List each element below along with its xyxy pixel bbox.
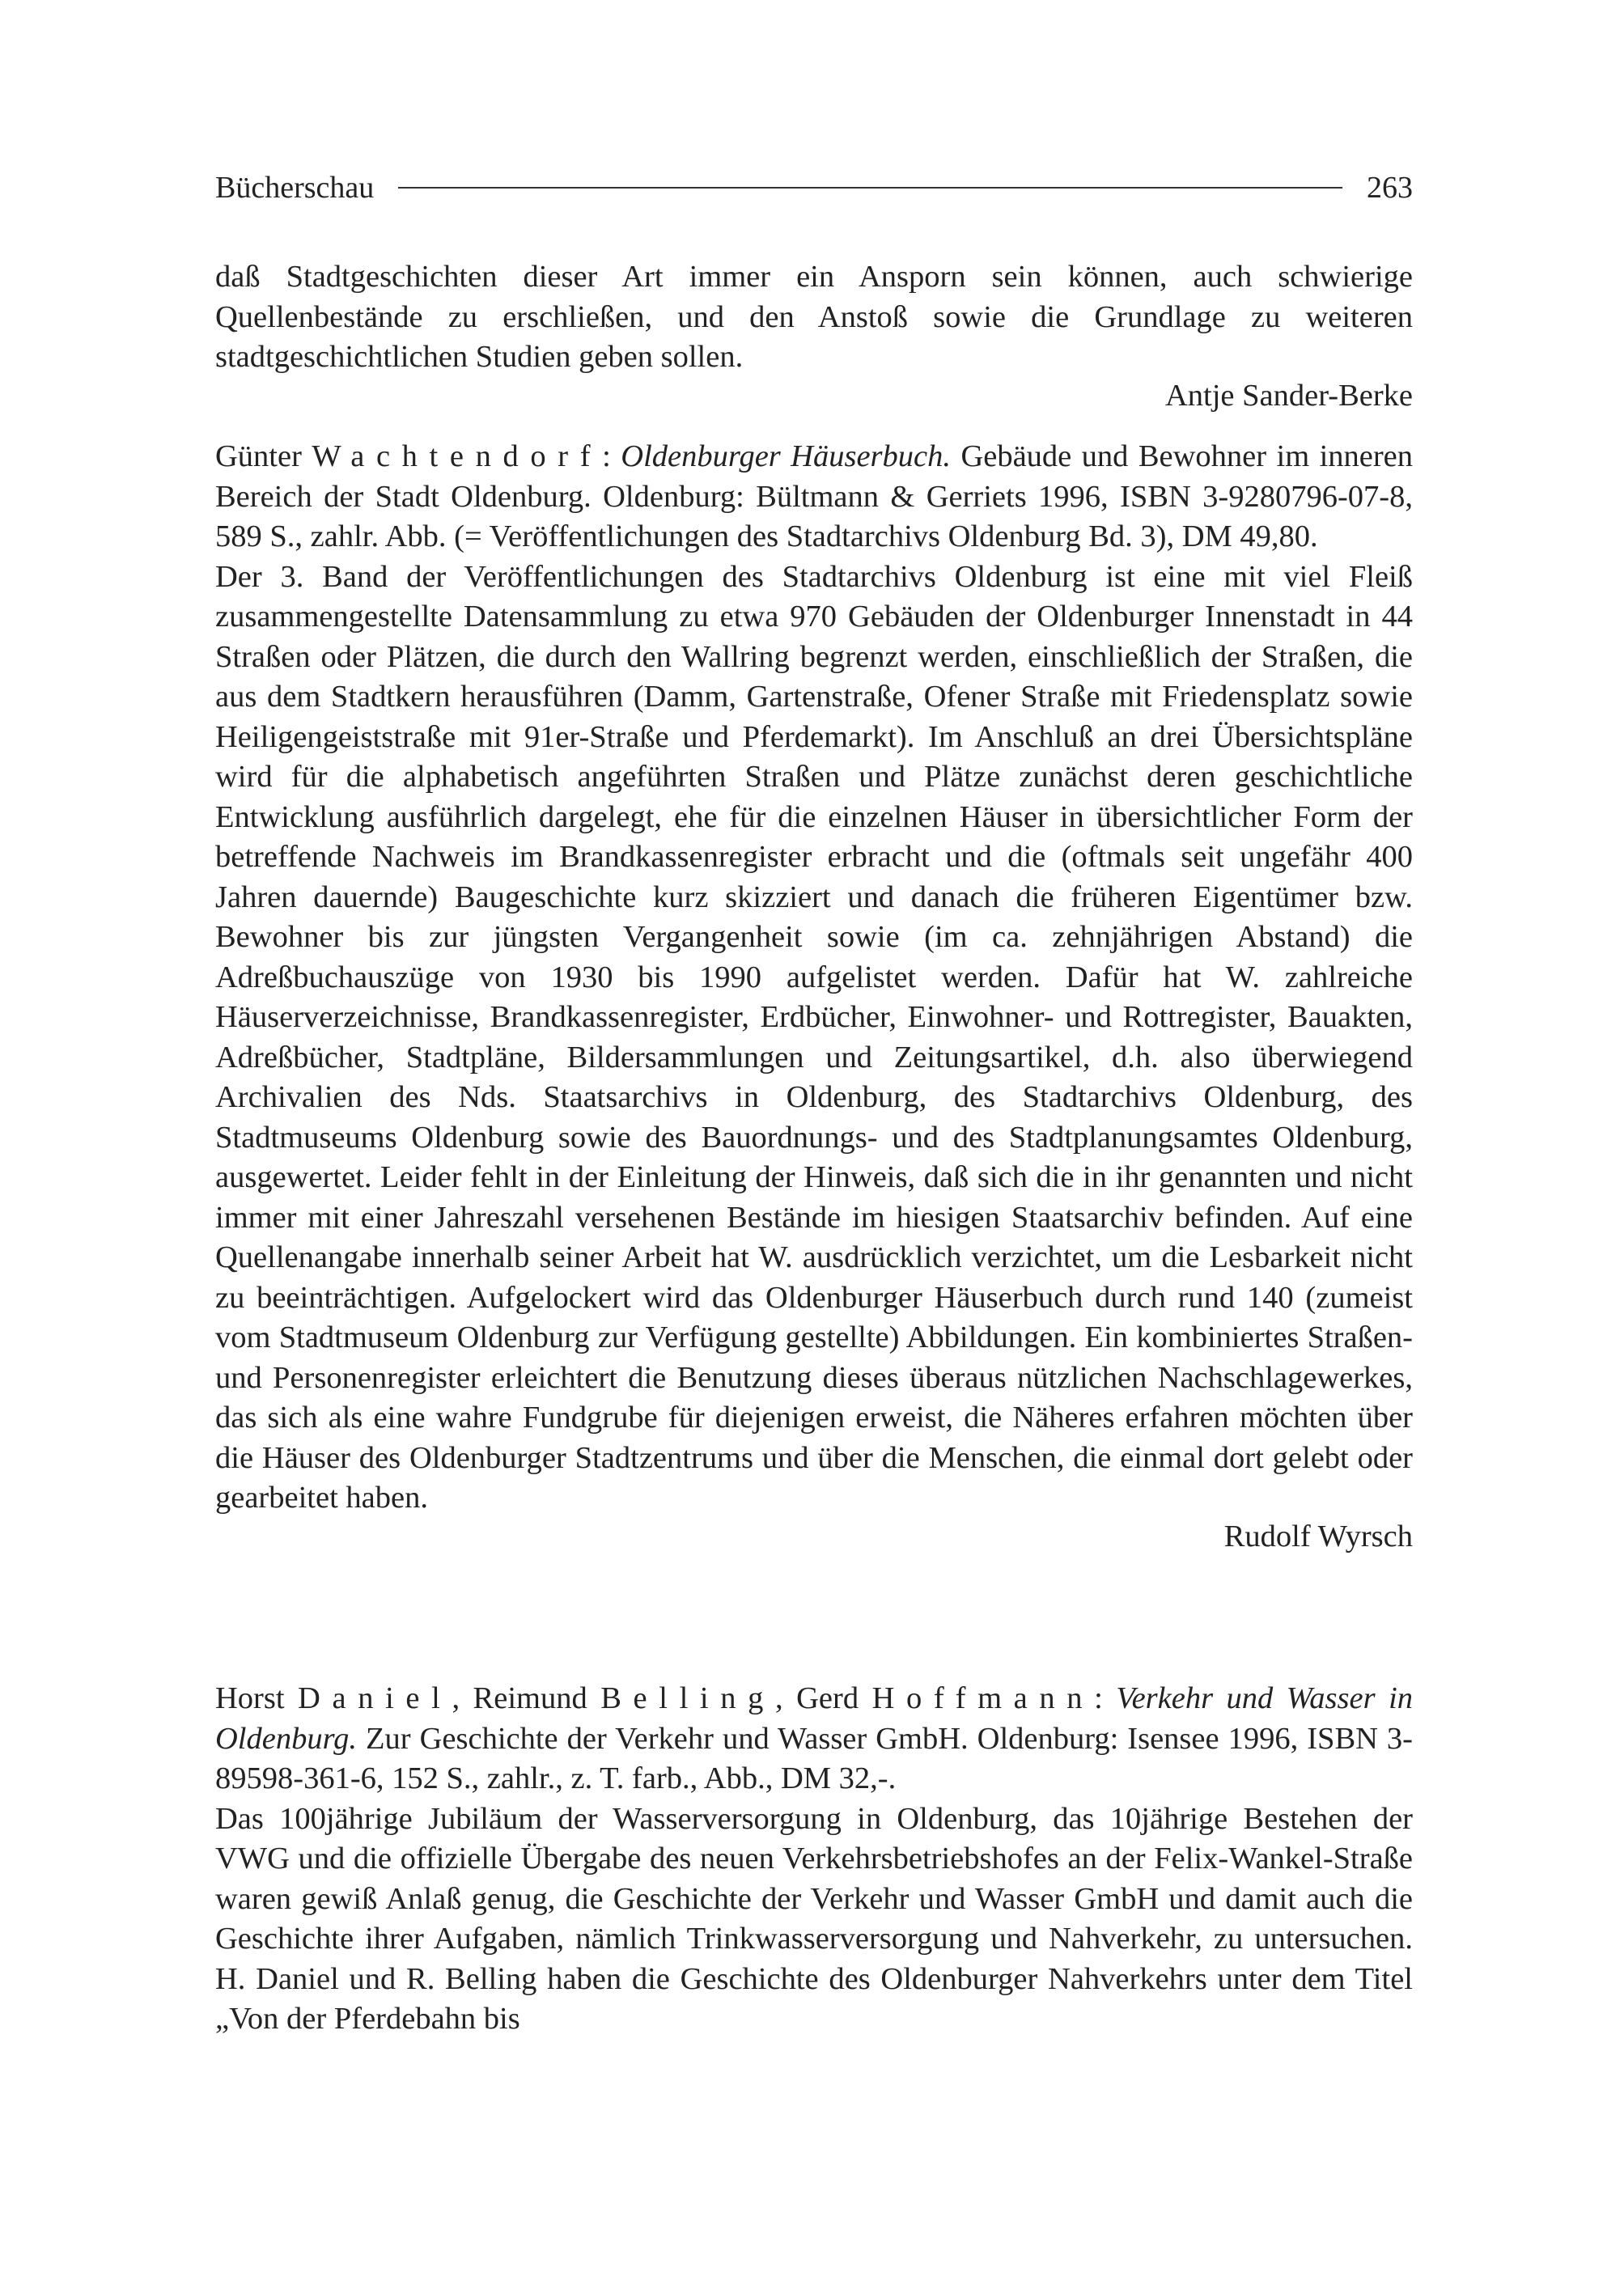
author2-first-name: , Reimund — [452, 1681, 587, 1715]
review-continued-text: daß Stadtgeschichten dieser Art immer ein Ansporn sein können, auch schwierige Quellenbestände zu erschließen, und den Anstoß sowie die Grundlage zu weiteren stadtgeschichtlichen Studien geben sollen. — [215, 260, 1413, 374]
citation-details: Gebäude und Bewohner im inneren Bereich der Stadt Oldenburg. Oldenburg: Bültmann & Gerriets 1996, ISBN 3-9280796-07-8, 589 S., zahlr. Abb. (= Veröffentlichungen des Stadtarchivs Oldenburg Bd. 3), DM 49,80. — [215, 439, 1414, 553]
bibliographic-entry — [215, 1679, 1413, 1799]
page-number: 263 — [1367, 171, 1413, 205]
author2-last-name: Belling — [600, 1681, 775, 1715]
reviewer-signature: Antje Sander-Berke — [1164, 378, 1413, 413]
reviewer-signature: Rudolf Wyrsch — [1223, 1519, 1413, 1553]
header-rule — [398, 187, 1342, 189]
section-title: Bücherschau — [215, 171, 375, 205]
review-continued — [215, 257, 1413, 416]
author1-first-name: Horst — [215, 1681, 285, 1715]
author-first-name: Günter — [215, 439, 302, 473]
citation-details: Zur Geschichte der Verkehr und Wasser GmbH. Oldenburg: Isensee 1996, ISBN 3-89598-361-6, 152 S., zahlr., z. T. farb., Abb., DM 32,-. — [215, 1721, 1413, 1795]
author-last-name: Wachtendorf — [312, 439, 603, 473]
review-body: Das 100jährige Jubiläum der Wasserversorgung in Oldenburg, das 10jährige Bestehen der VWG und die offizielle Übergabe des neuen Verkehrsbetriebshofes an der Felix-Wankel-Straße waren gewiß Anlaß genug, die Geschichte der Verkehr und Wasser GmbH und damit auch die Geschichte ihrer Aufgaben, nämlich Trinkwasserversorgung und Nahverkehr, zu untersuchen. H. Daniel und R. Belling haben die Geschichte des Oldenburger Nahverkehrs unter dem Titel „Von der Pferdebahn bis — [215, 1801, 1413, 2036]
author3-last-name: Hoffmann — [871, 1681, 1095, 1715]
entry-colon: : — [1094, 1681, 1103, 1715]
running-header — [215, 167, 1413, 209]
review-verkehr-wasser — [215, 1679, 1413, 2040]
entry-colon: : — [602, 439, 611, 473]
review-haeuserbuch — [215, 437, 1413, 1557]
author1-last-name: Daniel — [298, 1681, 452, 1715]
bibliographic-entry — [215, 437, 1413, 557]
author3-first-name: , Gerd — [775, 1681, 859, 1715]
book-title: Verkehr und Wasser in Oldenburg. — [215, 1681, 1414, 1756]
review-body: Der 3. Band der Veröffentlichungen des Stadtarchivs Oldenburg ist eine mit viel Fleiß zusammengestellte Datensammlung zu etwa 970 Gebäuden der Oldenburger Innenstadt in 44 Straßen oder Plätzen, die durch den Wallring begrenzt werden, einschließlich der Straßen, die aus dem Stadtkern herausführen (Damm, Gartenstraße, Ofener Straße mit Friedensplatz sowie Heiligengeiststraße mit 91er-Straße und Pferdemarkt). Im Anschluß an drei Übersichtspläne wird für die alphabetisch angeführten Straßen und Plätze zunächst deren geschichtliche Entwicklung ausführlich dargelegt, ehe für die einzelnen Häuser in übersichtlicher Form der betreffende Nachweis im Brandkassenregister erbracht und die (oftmals seit ungefähr 400 Jahren dauernde) Baugeschichte kurz skizziert und danach die früheren Eigentümer bzw. Bewohner bis zur jüngsten Vergangenheit sowie (im ca. zehnjährigen Abstand) die Adreßbuchauszüge von 1930 bis 1990 aufgelistet werden. Dafür hat W. zahlreiche Häuserverzeichnisse, Brandkassenregister, Erdbücher, Einwohner- und Rottregister, Bauakten, Adreßbücher, Stadtpläne, Bildersammlungen und Zeitungsartikel, d.h. also überwiegend Archivalien des Nds. Staatsarchivs in Oldenburg, des Stadtarchivs Oldenburg, des Stadtmuseums Oldenburg sowie des Bauordnungs- und des Stadtplanungsamtes Oldenburg, ausgewertet. Leider fehlt in der Einleitung der Hinweis, daß sich die in ihr genannten und nicht immer mit einer Jahreszahl versehenen Bestände im hiesigen Staatsarchiv befinden. Auf eine Quellenangabe innerhalb seiner Arbeit hat W. ausdrücklich verzichtet, um die Lesbarkeit nicht zu beeinträchtigen. Aufgelockert wird das Oldenburger Häuserbuch durch rund 140 (zumeist vom Stadtmuseum Oldenburg zur Verfügung gestellte) Abbildungen. Ein kombiniertes Straßen- und Personenregister erleichtert die Benutzung dieses überaus nützlichen Nachschlagewerkes, das sich als eine wahre Fundgrube für diejenigen erweist, die Näheres erfahren möchten über die Häuser des Oldenburger Stadtzentrums und über die Menschen, die einmal dort gelebt oder gearbeitet haben. — [215, 559, 1413, 1515]
book-title: Oldenburger Häuserbuch. — [621, 439, 952, 473]
